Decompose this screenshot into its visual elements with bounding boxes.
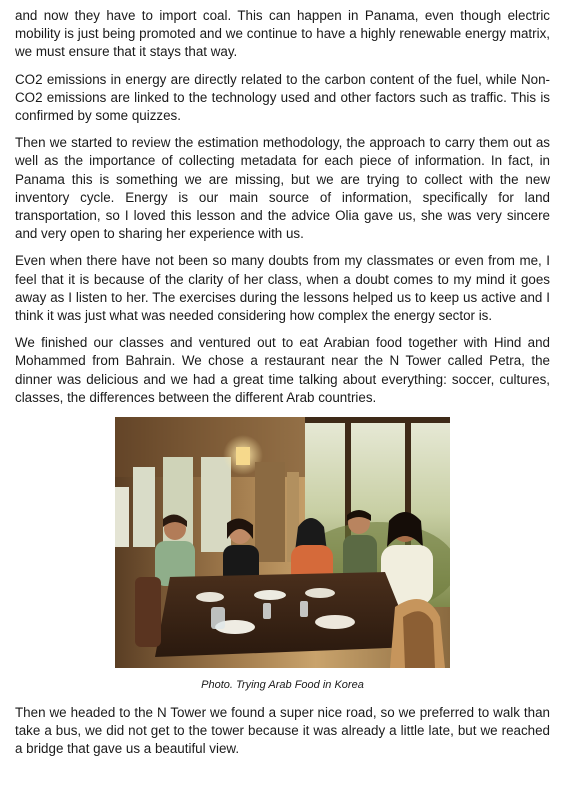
paragraph-class-clarity: Even when there have not been so many doubts from my classmates or even from me, I feel that it is because of the clarity of her class, when a doubt comes to my mind it goes away as I listen to her. The exercises during the lessons helped us to keep us active and I think it was just what was needed considering how complex the energy sector is. [15, 253, 550, 324]
restaurant-photo-illustration [115, 417, 450, 668]
paragraph-co2-emissions: CO2 emissions in energy are directly related to the carbon content of the fuel, while Non-CO2 emissions are linked to the technology used and other factors such as traffic. This is confirmed by some quizzes. [15, 71, 550, 124]
restaurant-photo [115, 417, 450, 668]
paragraph-estimation-methodology: Then we started to review the estimation methodology, the approach to carry them out as well as the importance of collecting metadata for each piece of information. In fact, in Panama this is something we are missing, but we are trying to collect with the new inventory cycle. Energy is our main source of information, specifically for land transportation, so I loved this lesson and the advice Olia gave us, she was very sincere and very open to sharing her experience with us. [15, 135, 550, 242]
paragraph-arabian-dinner: We finished our classes and ventured out to eat Arabian food together with Hind and Mohammed from Bahrain. We chose a restaurant near the N Tower called Petra, the dinner was delicious and we had a great time talking about everything: soccer, cultures, classes, the differences between the different Arab countries. [15, 335, 550, 405]
document-page [15, 7, 550, 768]
photo-caption: Photo. Trying Arab Food in Korea [201, 679, 364, 692]
paragraph-n-tower-walk: Then we headed to the N Tower we found a super nice road, so we preferred to walk than take a bus, we did not get to the tower because it was already a little late, but we reached a bridge that gave us a beautiful view. [15, 705, 550, 757]
paragraph-coal-import: and now they have to import coal. This can happen in Panama, even though electric mobility is just being promoted and we continue to have a highly renewable energy matrix, we must ensure that it stays that way. [15, 8, 550, 60]
